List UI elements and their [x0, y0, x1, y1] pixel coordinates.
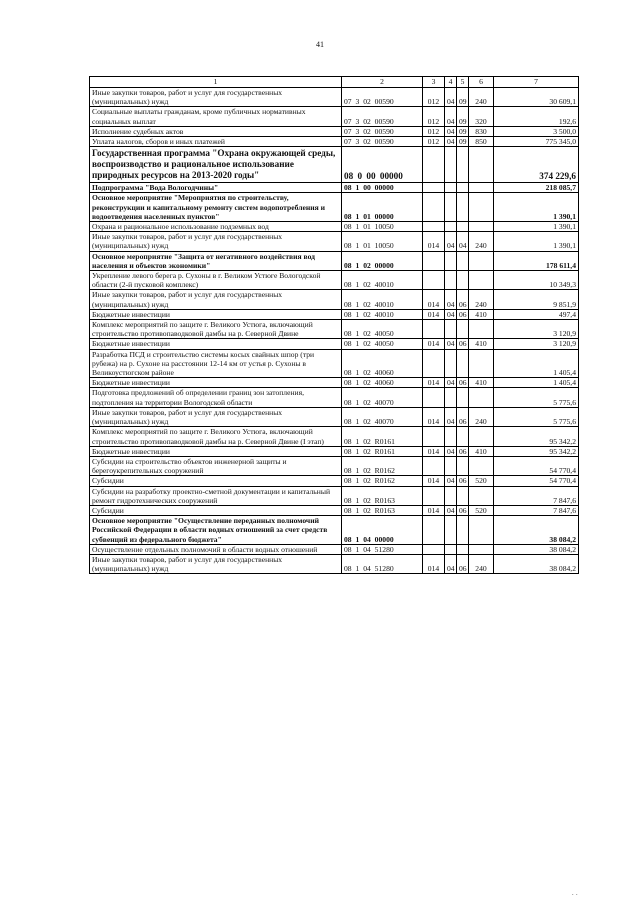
table-row: [90, 251, 579, 270]
amount: 3 120,9: [494, 320, 579, 339]
amount: 3 120,9: [494, 339, 579, 349]
subsection-code: [457, 349, 469, 378]
table-row: [90, 388, 579, 407]
section-code: [445, 251, 457, 270]
subsection-code: 06: [457, 554, 469, 573]
section-code: 04: [445, 446, 457, 456]
target-article-code: 08 1 02 40070: [342, 388, 423, 407]
amount: 1 405,4: [494, 378, 579, 388]
expense-type-code: [469, 388, 494, 407]
table-row: [90, 147, 579, 183]
table-row: [90, 339, 579, 349]
expense-type-code: 410: [469, 339, 494, 349]
section-code: 04: [445, 126, 457, 136]
department-code: [423, 251, 445, 270]
table-row: [90, 486, 579, 505]
amount: 192,6: [494, 107, 579, 126]
amount: 54 770,4: [494, 476, 579, 486]
amount: 54 770,4: [494, 456, 579, 475]
expense-type-code: 850: [469, 137, 494, 147]
target-article-code: 08 1 01 00000: [342, 193, 423, 222]
department-code: [423, 388, 445, 407]
target-article-code: 08 1 02 R0162: [342, 476, 423, 486]
amount: 775 345,0: [494, 137, 579, 147]
column-header: 4: [445, 77, 457, 88]
department-code: [423, 320, 445, 339]
department-code: 014: [423, 378, 445, 388]
department-code: [423, 427, 445, 446]
amount: 3 500,0: [494, 126, 579, 136]
target-article-code: 08 1 02 R0161: [342, 446, 423, 456]
column-header: 3: [423, 77, 445, 88]
amount: 9 851,9: [494, 290, 579, 309]
target-article-code: 07 3 02 00590: [342, 88, 423, 107]
row-name: Иные закупки товаров, работ и услуг для государственных (муниципальных) нужд: [90, 88, 342, 107]
amount: 1 405,4: [494, 349, 579, 378]
row-name: Иные закупки товаров, работ и услуг для государственных (муниципальных) нужд: [90, 232, 342, 251]
amount: 1 390,1: [494, 193, 579, 222]
subsection-code: [457, 388, 469, 407]
row-name: Иные закупки товаров, работ и услуг для государственных (муниципальных) нужд: [90, 407, 342, 426]
section-code: 04: [445, 505, 457, 515]
target-article-code: 08 1 02 40050: [342, 320, 423, 339]
amount: 374 229,6: [494, 147, 579, 183]
subsection-code: [457, 486, 469, 505]
section-code: 04: [445, 554, 457, 573]
table-row: [90, 126, 579, 136]
row-name: Комплекс мероприятий по защите г. Великого Устюга, включающий строительство противопаводковой дамбы на р. Северной Двине (I этап): [90, 427, 342, 446]
row-name: Основное мероприятие "Защита от негативного воздействия вод населения и объектов экономики": [90, 251, 342, 270]
section-code: [445, 320, 457, 339]
table-row: [90, 407, 579, 426]
table-row: [90, 544, 579, 554]
subsection-code: 06: [457, 476, 469, 486]
expense-type-code: 520: [469, 505, 494, 515]
table-row: [90, 193, 579, 222]
table-row: [90, 446, 579, 456]
section-code: 04: [445, 309, 457, 319]
table-row: [90, 476, 579, 486]
department-code: 014: [423, 476, 445, 486]
target-article-code: 08 1 02 40070: [342, 407, 423, 426]
subsection-code: 06: [457, 407, 469, 426]
table-row: [90, 378, 579, 388]
section-code: 04: [445, 378, 457, 388]
amount: 5 775,6: [494, 407, 579, 426]
subsection-code: 09: [457, 137, 469, 147]
amount: 95 342,2: [494, 427, 579, 446]
section-code: [445, 147, 457, 183]
expense-type-code: 240: [469, 554, 494, 573]
expense-type-code: [469, 427, 494, 446]
table-row: [90, 222, 579, 232]
row-name: Подготовка предложений об определении границ зон затопления, подтопления на территории Вологодской области: [90, 388, 342, 407]
department-code: [423, 193, 445, 222]
section-code: [445, 271, 457, 290]
row-name: Комплекс мероприятий по защите г. Великого Устюга, включающий строительство противопаводковой дамбы на р. Северной Двине: [90, 320, 342, 339]
department-code: 014: [423, 339, 445, 349]
subsection-code: [457, 320, 469, 339]
column-header: 6: [469, 77, 494, 88]
amount: 38 084,2: [494, 516, 579, 545]
table-row: [90, 271, 579, 290]
column-header: 2: [342, 77, 423, 88]
subsection-code: 06: [457, 378, 469, 388]
row-name: Уплата налогов, сборов и иных платежей: [90, 137, 342, 147]
row-name: Бюджетные инвестиции: [90, 309, 342, 319]
expense-type-code: [469, 320, 494, 339]
target-article-code: 07 3 02 00590: [342, 107, 423, 126]
section-code: [445, 183, 457, 193]
table-row: [90, 137, 579, 147]
department-code: 014: [423, 232, 445, 251]
scan-mark: · ·: [571, 891, 578, 899]
subsection-code: [457, 193, 469, 222]
section-code: [445, 222, 457, 232]
expense-type-code: 240: [469, 290, 494, 309]
target-article-code: 08 1 02 R0162: [342, 456, 423, 475]
target-article-code: 08 1 02 40010: [342, 290, 423, 309]
subsection-code: [457, 427, 469, 446]
table-row: [90, 554, 579, 573]
department-code: 014: [423, 407, 445, 426]
section-code: 04: [445, 137, 457, 147]
expense-type-code: [469, 193, 494, 222]
section-code: [445, 456, 457, 475]
expense-type-code: [469, 251, 494, 270]
amount: 1 390,1: [494, 232, 579, 251]
amount: 95 342,2: [494, 446, 579, 456]
amount: 7 847,6: [494, 486, 579, 505]
table-row: [90, 88, 579, 107]
department-code: [423, 516, 445, 545]
subsection-code: [457, 147, 469, 183]
table-row: [90, 427, 579, 446]
table-row: [90, 232, 579, 251]
target-article-code: 08 1 02 R0163: [342, 505, 423, 515]
department-code: 014: [423, 554, 445, 573]
section-code: [445, 193, 457, 222]
amount: 7 847,6: [494, 505, 579, 515]
expense-type-code: 520: [469, 476, 494, 486]
subsection-code: 09: [457, 107, 469, 126]
amount: 38 084,2: [494, 554, 579, 573]
department-code: 012: [423, 137, 445, 147]
section-code: [445, 516, 457, 545]
table-row: [90, 309, 579, 319]
subsection-code: 09: [457, 88, 469, 107]
row-name: Государственная программа "Охрана окружающей среды, воспроизводство и рациональное использование природных ресурсов на 2013-2020 годы": [90, 147, 342, 183]
amount: 5 775,6: [494, 388, 579, 407]
section-code: 04: [445, 339, 457, 349]
department-code: [423, 349, 445, 378]
expense-type-code: [469, 544, 494, 554]
subsection-code: [457, 251, 469, 270]
row-name: Бюджетные инвестиции: [90, 378, 342, 388]
amount: 218 085,7: [494, 183, 579, 193]
department-code: 012: [423, 126, 445, 136]
column-header: 1: [90, 77, 342, 88]
department-code: [423, 183, 445, 193]
row-name: Субсидии: [90, 505, 342, 515]
target-article-code: 08 1 04 51280: [342, 544, 423, 554]
target-article-code: 08 1 02 40060: [342, 378, 423, 388]
expense-type-code: 240: [469, 232, 494, 251]
target-article-code: 07 3 02 00590: [342, 137, 423, 147]
expense-type-code: 410: [469, 309, 494, 319]
department-code: 012: [423, 88, 445, 107]
target-article-code: 08 1 00 00000: [342, 183, 423, 193]
target-article-code: 08 1 02 R0163: [342, 486, 423, 505]
target-article-code: 08 1 02 R0161: [342, 427, 423, 446]
table-row: [90, 320, 579, 339]
subsection-code: 06: [457, 505, 469, 515]
target-article-code: 08 1 01 10050: [342, 222, 423, 232]
target-article-code: 07 3 02 00590: [342, 126, 423, 136]
row-name: Подпрограмма "Вода Вологодчины": [90, 183, 342, 193]
expense-type-code: 240: [469, 88, 494, 107]
subsection-code: [457, 183, 469, 193]
section-code: 04: [445, 407, 457, 426]
target-article-code: 08 1 02 40010: [342, 271, 423, 290]
table-body: [90, 88, 579, 574]
row-name: Субсидии на разработку проектно-сметной документации и капитальный ремонт гидротехнических сооружений: [90, 486, 342, 505]
row-name: Охрана и рациональное использование подземных вод: [90, 222, 342, 232]
section-code: [445, 388, 457, 407]
expense-type-code: [469, 486, 494, 505]
amount: 1 390,1: [494, 222, 579, 232]
expense-type-code: 830: [469, 126, 494, 136]
column-header: 5: [457, 77, 469, 88]
table-row: [90, 290, 579, 309]
row-name: Укрепление левого берега р. Сухоны в г. Великом Устюге Вологодской области (2-й пусковой комплекс): [90, 271, 342, 290]
section-code: [445, 544, 457, 554]
subsection-code: [457, 222, 469, 232]
row-name: Осуществление отдельных полномочий в области водных отношений: [90, 544, 342, 554]
expense-type-code: 320: [469, 107, 494, 126]
section-code: 04: [445, 107, 457, 126]
table-row: [90, 349, 579, 378]
subsection-code: [457, 456, 469, 475]
subsection-code: 06: [457, 290, 469, 309]
row-name: Иные закупки товаров, работ и услуг для государственных (муниципальных) нужд: [90, 554, 342, 573]
expense-type-code: [469, 222, 494, 232]
target-article-code: 08 1 04 00000: [342, 516, 423, 545]
section-code: 04: [445, 88, 457, 107]
amount: 38 084,2: [494, 544, 579, 554]
amount: 497,4: [494, 309, 579, 319]
expense-type-code: 410: [469, 378, 494, 388]
expense-type-code: [469, 349, 494, 378]
section-code: [445, 486, 457, 505]
row-name: Основное мероприятие "Осуществление переданных полномочий Российской Федерации в области водных отношений за счет средств субвенций из федерального бюджета": [90, 516, 342, 545]
subsection-code: 06: [457, 309, 469, 319]
subsection-code: [457, 544, 469, 554]
department-code: [423, 486, 445, 505]
table-row: [90, 505, 579, 515]
target-article-code: 08 1 02 00000: [342, 251, 423, 270]
expense-type-code: [469, 271, 494, 290]
amount: 178 611,4: [494, 251, 579, 270]
subsection-code: 06: [457, 446, 469, 456]
row-name: Разработка ПСД и строительство системы косых свайных шпор (три рубежа) на р. Сухоне на расстоянии 12-14 км от устья р. Сухоны в Великоустюгском районе: [90, 349, 342, 378]
department-code: [423, 456, 445, 475]
page-number: 41: [316, 40, 324, 49]
target-article-code: 08 1 02 40050: [342, 339, 423, 349]
section-code: 04: [445, 476, 457, 486]
target-article-code: 08 1 02 40060: [342, 349, 423, 378]
expense-type-code: [469, 456, 494, 475]
section-code: [445, 427, 457, 446]
amount: 30 609,1: [494, 88, 579, 107]
section-code: 04: [445, 290, 457, 309]
table-row: [90, 183, 579, 193]
subsection-code: 06: [457, 339, 469, 349]
column-header: 7: [494, 77, 579, 88]
row-name: Бюджетные инвестиции: [90, 339, 342, 349]
row-name: Основное мероприятие "Мероприятия по строительству, реконструкции и капитальному ремонту систем водопотребления и водоотведения населенных пунктов": [90, 193, 342, 222]
table-row: [90, 456, 579, 475]
table-header-row: [90, 77, 579, 88]
target-article-code: 08 1 01 10050: [342, 232, 423, 251]
expense-type-code: [469, 147, 494, 183]
budget-table: [89, 76, 579, 574]
department-code: [423, 544, 445, 554]
row-name: Субсидии: [90, 476, 342, 486]
target-article-code: 08 1 02 40010: [342, 309, 423, 319]
section-code: 04: [445, 232, 457, 251]
department-code: 014: [423, 446, 445, 456]
expense-type-code: 410: [469, 446, 494, 456]
department-code: 014: [423, 505, 445, 515]
subsection-code: [457, 516, 469, 545]
subsection-code: 09: [457, 126, 469, 136]
row-name: Субсидии на строительство объектов инженерной защиты и берегоукрепительных сооружений: [90, 456, 342, 475]
subsection-code: 04: [457, 232, 469, 251]
expense-type-code: [469, 183, 494, 193]
table-row: [90, 516, 579, 545]
target-article-code: 08 1 04 51280: [342, 554, 423, 573]
row-name: Социальные выплаты гражданам, кроме публичных нормативных социальных выплат: [90, 107, 342, 126]
department-code: 014: [423, 309, 445, 319]
department-code: 014: [423, 290, 445, 309]
target-article-code: 08 0 00 00000: [342, 147, 423, 183]
section-code: [445, 349, 457, 378]
department-code: [423, 147, 445, 183]
department-code: 012: [423, 107, 445, 126]
expense-type-code: [469, 516, 494, 545]
row-name: Исполнение судебных актов: [90, 126, 342, 136]
amount: 10 349,3: [494, 271, 579, 290]
department-code: [423, 271, 445, 290]
department-code: [423, 222, 445, 232]
table-row: [90, 107, 579, 126]
subsection-code: [457, 271, 469, 290]
expense-type-code: 240: [469, 407, 494, 426]
row-name: Бюджетные инвестиции: [90, 446, 342, 456]
row-name: Иные закупки товаров, работ и услуг для государственных (муниципальных) нужд: [90, 290, 342, 309]
